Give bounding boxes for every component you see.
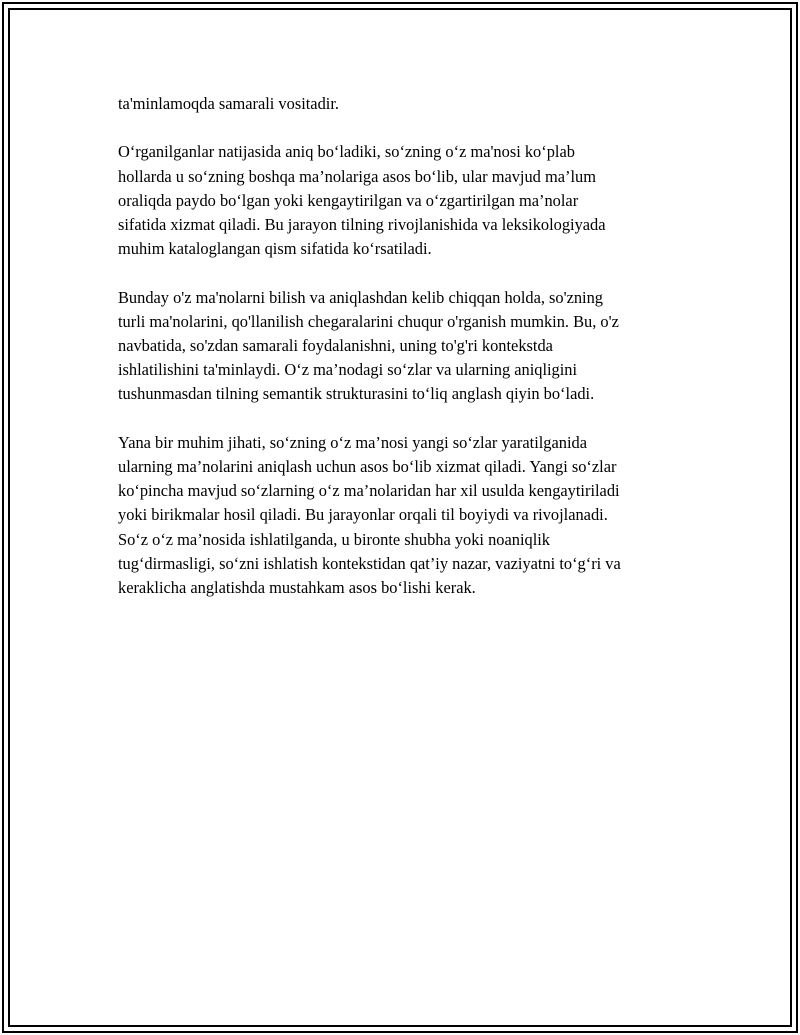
text-line: keraklicha anglatishda mustahkam asos bo‘lishi kerak. [118,578,476,598]
paragraph-1 [118,92,690,116]
text-line: ishlatilishini ta'minlaydi. O‘z ma’nodagi so‘zlar va ularning aniqligini [118,360,578,380]
text-line: ularning ma’nolarini aniqlash uchun asos bo‘lib xizmat qiladi. Yangi so‘zlar [118,457,617,476]
document-body [118,92,690,624]
text-line: yoki birikmalar hosil qiladi. Bu jarayonlar orqali til boyiydi va rivojlanadi. [118,505,608,525]
text-line: muhim kataloglangan qism sifatida ko‘rsatiladi. [118,239,432,259]
text-line: ko‘pincha mavjud so‘zlarning o‘z ma’nolaridan har xil usulda kengaytiriladi [118,481,620,501]
text-line: tushunmasdan tilning semantik strukturasini to‘liq anglash qiyin bo‘ladi. [118,384,595,404]
text-line: sifatida xizmat qiladi. Bu jarayon tilning rivojlanishida va leksikologiyada [118,215,606,234]
text-line: turli ma'nolarini, qo'llanilish chegaralarini chuqur o'rganish mumkin. Bu, o'z [118,311,619,331]
text-line: hollarda u so‘zning boshqa ma’nolariga asos bo‘lib, ular mavjud ma’lum [118,166,596,186]
paragraph-4 [118,431,690,600]
text-line: Bunday o'z ma'nolarni bilish va aniqlashdan kelib chiqqan holda, so'zning [118,287,603,307]
text-line: ta'minlamoqda samarali vositadir. [118,94,339,113]
text-line: tug‘dirmasligi, so‘zni ishlatish kontekstidan qat’iy nazar, vaziyatni to‘g‘ri va [118,553,621,573]
text-line: oraliqda paydo bo‘lgan yoki kengaytirilgan va o‘zgartirilgan ma’nolar [118,190,579,210]
text-line: So‘z o‘z ma’nosida ishlatilganda, u bironte shubha yoki noaniqlik [118,529,550,549]
paragraph-3 [118,286,690,407]
paragraph-2 [118,140,690,261]
text-line: navbatida, so'zdan samarali foydalanishni, uning to'g'ri kontekstda [118,336,553,355]
text-line: O‘rganilganlar natijasida aniq bo‘ladiki, so‘zning o‘z ma'nosi ko‘plab [118,142,575,162]
text-line: Yana bir muhim jihati, so‘zning o‘z ma’nosi yangi so‘zlar yaratilganida [118,432,587,452]
